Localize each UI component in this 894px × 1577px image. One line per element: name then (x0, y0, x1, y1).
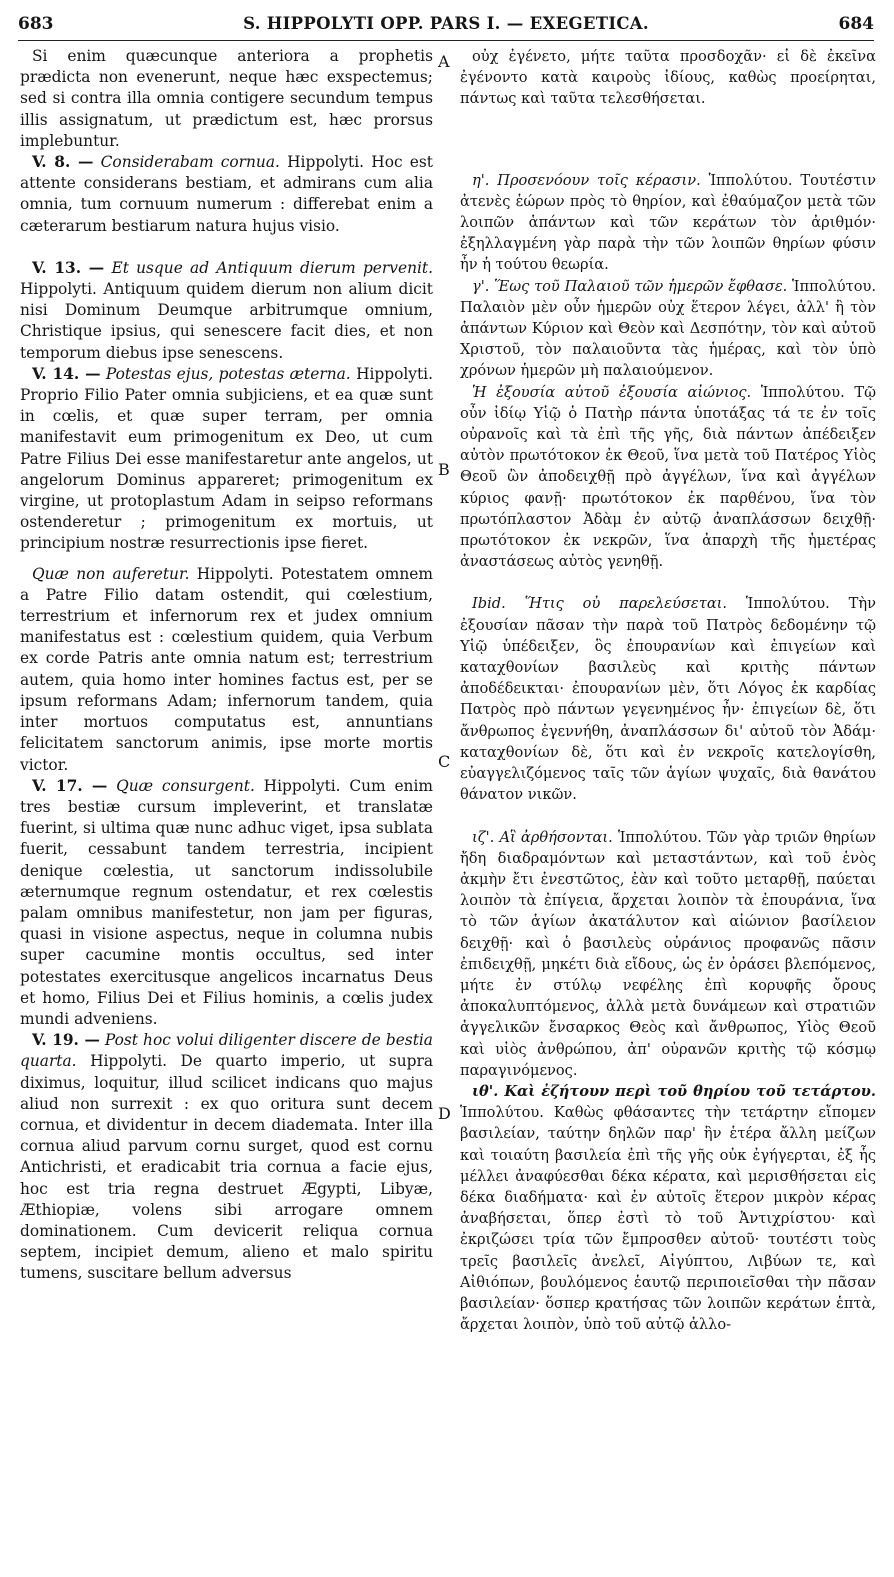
greek-paragraph (460, 170, 876, 276)
latin-paragraph (20, 564, 433, 776)
verse-lemma: ιθ'. Καὶ ἐζήτουν περὶ τοῦ θηρίου τοῦ τετάρτου. (472, 1082, 876, 1100)
paragraph-text: Hippolyti. Antiquum quidem dierum non alium dicit nisi Dominum Deumque arbitrumque omnium, Christique ipsius, qui senescere facit dies, et non temporum diebus ipse senescens. (20, 280, 433, 362)
paragraph-text: Hippolyti. De quarto imperio, ut supra diximus, loquitur, illud scilicet indicans quo majus aliud non surrexit : ex quo oritura sunt decem cornua, et dividentur in decem diademata. Inter illa cornua aliud parvum cornu surget, quod est cornu Antichristi, et eradicabit tria cornua a facie ejus, hoc est tria regna destruet Ægypti, Libyæ, Æthiopiæ, volens sibi arrogare omnem dominationem. Cum devicerit reliqua cornua septem, incipiet demum, alieno et malo spiritu tumens, suscitare bellum adversus (20, 1052, 433, 1283)
verse-lemma: η'. Προσενόουν τοῖς κέρασιν. (472, 171, 701, 189)
margin-letter-a: A (438, 52, 450, 71)
greek-column (460, 46, 876, 1335)
margin-letter-c: C (438, 752, 451, 771)
greek-paragraph (460, 827, 876, 1081)
paragraph-text: Ἱππολύτου. Τῶν γὰρ τριῶν θηρίων ἤδη διαδραμόντων καὶ μεταστάντων, καὶ τοῦ ἑνὸς ἀκμὴν ἔτι ἐνεστῶτος, ἐὰν καὶ τοῦτο μεταρθῇ, παύεται λοιπὸν τὰ ἐπίγεια, ἄρχεται λοιπὸν τὰ ἐπουράνια, ἵνα τὸ τῶν ἁγίων ἀκατάλυτον καὶ αἰώνιον βασίλειον δειχθῇ· καὶ ὁ βασιλεὺς οὐράνιος προφανῶς πᾶσιν ἐπιδειχθῇ, μηκέτι διὰ εἴδους, ὡς ἐν ὁράσει βλεπόμενος, μήτε ἐν στύλῳ νεφέλης ἐπὶ κορυφῆς ὄρους ἀποκαλυπτόμενος, ἀλλὰ μετὰ δυνάμεων καὶ στρατιῶν ἀγγελικῶν ἔνσαρκος Θεὸς καὶ ἄνθρωπος, Υἱὸς Θεοῦ καὶ υἱὸς ἀνθρώπου, ἀπ' οὐρανῶν κριτὴς τῷ κόσμῳ παραγινόμενος. (460, 828, 877, 1079)
verse-lemma: Quæ non auferetur. (32, 564, 190, 583)
verse-number: V. 13. — (32, 258, 105, 277)
page-number-right: 684 (838, 14, 874, 34)
latin-paragraph (20, 1030, 433, 1284)
paragraph-text: Ἱππολύτου. Τὴν ἐξουσίαν πᾶσαν τὴν παρὰ τοῦ Πατρὸς δεδομένην τῷ Υἱῷ ὑπέδειξεν, ὃς ἐπουρανίων καὶ ἐπιγείων καὶ καταχθονίων βασιλεὺς καὶ κριτὴς πάντων ἀποδέδεικται· ἐπουρανίων μὲν, ὅτι Λόγος ἐκ καρδίας Πατρὸς πρὸ πάντων γεγενημένος ἦν· ἐπιγείων δὲ, ὅτι ἄνθρωπος ἐγεννήθη, ἀναπλάσσων δι' αὐτοῦ τὸν Ἀδάμ· καταχθονίων δὲ, ὅτι καὶ ἐν νεκροῖς κατελογίσθη, εὐαγγελιζόμενος ταῖς τῶν ἁγίων ψυχαῖς, διὰ θανάτου θάνατον νικῶν. (460, 595, 876, 804)
verse-lemma: γ'. Ἕως τοῦ Παλαιοῦ τῶν ἡμερῶν ἔφθασε. (472, 277, 788, 295)
latin-paragraph (20, 364, 433, 555)
greek-paragraph (460, 1081, 876, 1335)
paragraph-text: Ἱππολύτου. Τῷ οὖν ἰδίῳ Υἱῷ ὁ Πατὴρ πάντα ὑποτάξας τά τε ἐν τοῖς οὐρανοῖς καὶ τὰ ἐπὶ τῆς γῆς, διὰ πάντων ἀπέδειξεν αὐτὸν πρωτότοκον ἐκ Θεοῦ, ἵνα μετὰ τοῦ Πατέρος Υἱὸς Θεοῦ ὢν ἀποδειχθῇ πρὸ ἀγγέλων, ἵνα καὶ ἀγγέλων κύριος φανῇ· πρωτότοκον ἐκ παρθένου, ἵνα τὸν πρωτόπλαστον Ἀδὰμ ἐν αὐτῷ ἀναπλάσσων δειχθῇ· πρωτότοκον ἐκ νεκρῶν, ἵνα ἀπαρχὴ τῆς ἡμετέρας ἀναστάσεως αὐτὸς γενηθῇ. (460, 383, 876, 571)
verse-lemma: Quæ consurgent. (116, 776, 255, 795)
verse-lemma: Ἡ ἐξουσία αὐτοῦ ἐξουσία αἰώνιος. (472, 383, 752, 401)
paragraph-text: Hippolyti. Cum enim tres bestiæ cursum impleverint, et translatæ fuerint, si ultima quæ nunc adhuc viget, ipsa sublata fuerit, cessabunt tandem terrestria, incipient denique cœlestia, ut sanctorum indissolubile æternumque regnum ostendatur, et rex cœlestis palam omnibus manifestetur, non jam per figuras, quasi in visione aspectus, neque in columna nubis super cacumine montis occultus, sed inter potestates exercitusque angelicos incarnatus Deus et homo, Filius Dei et Filius hominis, a cœlis judex mundi adveniens. (20, 776, 433, 1028)
paragraph-text: Ἱππολύτου. Καθὼς φθάσαντες τὴν τετάρτην εἴπομεν βασιλείαν, ταύτην δηλῶν παρ' ἣν ἑτέρα ἄλλη μείζων καὶ τοιαύτη βασιλεία ἐπὶ τῆς γῆς οὐκ ἐγήγερται, ἐξ ἧς μέλλει ἀναφύεσθαι δέκα κέρατα, καὶ μερισθήσεται εἰς δέκα διαδήματα· καὶ ἐν αὐτοῖς ἕτερον μικρὸν κέρας ἀναβήσεται, ὅπερ ἐστὶ τὸ τοῦ Ἀντιχρίστου· καὶ ἐκριζώσει τρία τῶν ἔμπροσθεν αὐτοῦ· τουτέστι τοὺς τρεῖς βασιλεῖς ἀνελεῖ, Αἰγύπτου, Λιβύων τε, καὶ Αἰθιόπων, βουλόμενος ἑαυτῷ περιποιεῖσθαι τὴν πᾶσαν βασιλείαν· ὅσπερ κρατήσας τῶν λοιπῶν κεράτων ἑπτὰ, ἄρχεται λοιπὸν, ὑπὸ τοῦ αὐτῷ ἀλλο- (460, 1104, 876, 1334)
ibid-reference: Ibid. (472, 595, 506, 613)
latin-paragraph: Si enim quæcunque anteriora a prophetis prædicta non evenerunt, neque hæc exspectemus; sed si contra illa omnia contigere secundum tempus illis assignatum, ut prædictum est, hæc prorsus implebuntur. (20, 47, 433, 150)
greek-paragraph (460, 276, 876, 382)
paragraph-text: Ἱππολύτου. Παλαιὸν μὲν οὖν ἡμερῶν οὐχ ἕτερον λέγει, ἀλλ' ἢ τὸν ἁπάντων Κύριον καὶ Θεὸν καὶ Δεσπότην, τὸν καὶ αὐτοῦ Χριστοῦ, τὸν παλαιοῦντα τὰς ἡμέρας, καὶ τὸν ὑπὸ χρόνων ἡμερῶν μὴ παλαιούμενον. (460, 277, 876, 380)
verse-number: V. 19. — (32, 1031, 100, 1050)
verse-number: V. 17. — (32, 776, 108, 795)
greek-paragraph: οὐχ ἐγένετο, μήτε ταῦτα προσδοχᾶν· εἰ δὲ ἐκεῖνα ἐγένοντο κατὰ καιροὺς ἰδίους, καθὼς προείρηται, πάντως καὶ ταῦτα τελεσθήσεται. (460, 48, 876, 108)
verse-number: V. 14. — (32, 364, 101, 383)
verse-lemma: Ἥτις οὐ παρελεύσεται. (505, 595, 728, 613)
greek-paragraph (460, 382, 876, 573)
greek-paragraph (460, 593, 876, 805)
verse-lemma: Et usque ad Antiquum dierum pervenit. (111, 258, 433, 277)
margin-letter-b: B (438, 460, 450, 479)
header-rule (18, 40, 874, 41)
verse-lemma: ιζ'. Αἳ ἀρθήσονται. (472, 828, 613, 846)
verse-lemma: Potestas ejus, potestas æterna. (105, 364, 351, 383)
margin-letter-d: D (438, 1104, 451, 1123)
paragraph-text: Hippolyti. Potestatem omnem a Patre Filio datam ostendit, qui cœlestium, terrestrium et infernorum rex et judex omnium manifestatus est : cœlestium quidem, quia Verbum ex corde Patris ante omnia natum est; terrestrium autem, quia homo inter homines factus est, per se ipsum reformans Adam; infernorum tandem, quia inter mortuos computatus est, annuntians felicitatem sanctorum animis, ipse morte mortis victor. (20, 564, 433, 774)
paragraph-text: Hippolyti. Hoc est attente considerans bestiam, et admirans cum alia omnia, tum cornuum numerum : differebat enim a cæterarum bestiarum natura hujus visio. (20, 153, 433, 235)
latin-paragraph (20, 258, 433, 364)
latin-paragraph (20, 776, 433, 1030)
latin-column (20, 46, 433, 1285)
verse-lemma: Post hoc volui diligenter discere de bestia quarta. (20, 1031, 433, 1071)
verse-number: V. 8. — (32, 153, 94, 172)
paragraph-text: Hippolyti. Proprio Filio Pater omnia subjiciens, et ea quæ sunt in cœlis, et quæ super terram, per omnia manifestavit eum primogenitum ex Deo, ut cum Patre Filius Dei esse manifestaretur ante angelos, ut angelorum Dominus appareret; primogenitum ex virgine, ut protoplastum Adam in seipso reformans ostenderetur ; primogenitum ex mortuis, ut principium nostræ resurrectionis ipse fieret. (20, 364, 433, 553)
paragraph-text: Ἱππολύτου. Τουτέστιν ἀτενὲς ἑώρων πρὸς τὸ θηρίον, καὶ ἐθαύμαζον μετὰ τῶν λοιπῶν ἁπάντων καὶ τῶν κεράτων τὸν ἀριθμόν· ἐξηλλαγμένη γὰρ παρὰ τὴν τῶν λοιπῶν θηρίων φύσιν ἦν ἡ τούτου θεωρία. (460, 171, 876, 274)
verse-lemma: Considerabam cornua. (100, 153, 280, 172)
latin-paragraph (20, 152, 433, 237)
running-header (18, 14, 874, 42)
running-title: S. HIPPOLYTI OPP. PARS I. — EXEGETICA. (243, 14, 649, 33)
page-number-left: 683 (18, 14, 54, 34)
